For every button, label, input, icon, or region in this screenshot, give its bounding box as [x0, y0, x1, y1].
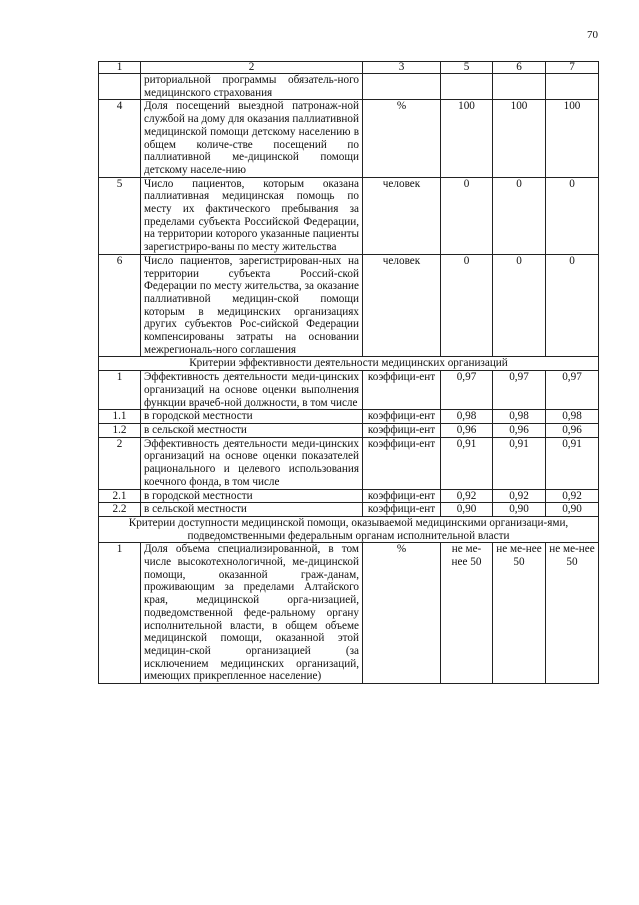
table-row	[99, 100, 599, 177]
page-number: 70	[587, 29, 598, 41]
row-number: 6	[99, 254, 141, 357]
indicator-description: в сельской местности	[141, 503, 363, 517]
indicator-description: в городской местности	[141, 489, 363, 503]
value-col-6: 0,91	[493, 437, 546, 489]
value-col-5: 0,97	[441, 371, 493, 410]
indicator-description: Эффективность деятельности меди-цинских организаций на основе оценки показателей рационального и целевого использования коечного фонда, в том числе	[141, 437, 363, 489]
indicator-description: Доля объема специализированной, в том числе высокотехнологичной, ме-дицинской помощи, оказанной граж-данам, проживающим за пределами Алтайского края, медицинской орга-низацией, подведомственной феде-ральному органу исполнительной власти, в общем объеме медицинской помощи, оказанной этой медицин-ской организацией (за исключением медицинских организаций, имеющих прикрепленное население)	[141, 543, 363, 684]
unit-of-measure: коэффици-ент	[363, 489, 441, 503]
row-number: 2.1	[99, 489, 141, 503]
indicator-description: Число пациентов, которым оказана паллиативная медицинская помощь по месту их фактического пребывания за пределами субъекта Российской Федерации, на территории которого указанные пациенты зарегистриро-ваны по месту жительства	[141, 177, 363, 254]
unit-of-measure: %	[363, 543, 441, 684]
value-col-7: 0	[546, 177, 599, 254]
table-row	[99, 543, 599, 684]
row-number: 1.1	[99, 410, 141, 424]
header-cell: 2	[141, 62, 363, 74]
table-row	[99, 254, 599, 357]
value-col-7: 0,91	[546, 437, 599, 489]
unit-of-measure: коэффици-ент	[363, 437, 441, 489]
row-number: 2.2	[99, 503, 141, 517]
row-number: 1.2	[99, 423, 141, 437]
indicators-table	[98, 61, 599, 684]
value-col-5: 0	[441, 254, 493, 357]
value-col-6: 0	[493, 177, 546, 254]
unit-of-measure: %	[363, 100, 441, 177]
unit-of-measure: человек	[363, 254, 441, 357]
row-number: 1	[99, 371, 141, 410]
value-col-6: не ме-нее 50	[493, 543, 546, 684]
section-title: Критерии эффективности деятельности медицинских организаций	[99, 357, 599, 371]
indicator-description: риториальной программы обязатель-ного медицинского страхования	[141, 74, 363, 100]
value-col-7: 0,90	[546, 503, 599, 517]
value-col-5: 0,90	[441, 503, 493, 517]
header-cell: 7	[546, 62, 599, 74]
value-col-5: 100	[441, 100, 493, 177]
table-row	[99, 410, 599, 424]
value-col-7	[546, 74, 599, 100]
header-cell: 3	[363, 62, 441, 74]
table-row	[99, 74, 599, 100]
value-col-6: 100	[493, 100, 546, 177]
value-col-7: 0,97	[546, 371, 599, 410]
value-col-5	[441, 74, 493, 100]
section-header-row	[99, 357, 599, 371]
row-number: 2	[99, 437, 141, 489]
header-row	[99, 62, 599, 74]
value-col-6: 0	[493, 254, 546, 357]
table-row	[99, 423, 599, 437]
indicator-description: Число пациентов, зарегистрирован-ных на территории субъекта Россий-ской Федерации по месту жительства, за оказание паллиативной медицин-ской помощи которым в медицинских организациях других субъектов Рос-сийской Федерации компенсированы затраты на основании межрегиональ-ного соглашения	[141, 254, 363, 357]
indicator-description: Эффективность деятельности меди-цинских организаций на основе оценки выполнения функции врачеб-ной должности, в том числе	[141, 371, 363, 410]
value-col-6: 0,92	[493, 489, 546, 503]
value-col-5: 0,96	[441, 423, 493, 437]
value-col-7: 0,92	[546, 489, 599, 503]
table-row	[99, 437, 599, 489]
header-cell: 5	[441, 62, 493, 74]
value-col-6	[493, 74, 546, 100]
value-col-5: 0,91	[441, 437, 493, 489]
unit-of-measure: коэффици-ент	[363, 423, 441, 437]
row-number	[99, 74, 141, 100]
table-row	[99, 177, 599, 254]
table-row	[99, 503, 599, 517]
indicator-description: в городской местности	[141, 410, 363, 424]
value-col-7: 0,96	[546, 423, 599, 437]
value-col-5: 0	[441, 177, 493, 254]
table-row	[99, 489, 599, 503]
unit-of-measure: коэффици-ент	[363, 503, 441, 517]
value-col-5: 0,92	[441, 489, 493, 503]
section-title: Критерии доступности медицинской помощи, оказываемой медицинскими организаци-ями, подведомственными федеральным органам исполнительной власти	[99, 516, 599, 542]
value-col-6: 0,90	[493, 503, 546, 517]
header-cell: 1	[99, 62, 141, 74]
value-col-5: не ме-нее 50	[441, 543, 493, 684]
value-col-7: 100	[546, 100, 599, 177]
table-row	[99, 371, 599, 410]
row-number: 5	[99, 177, 141, 254]
value-col-7: 0	[546, 254, 599, 357]
value-col-7: не ме-нее 50	[546, 543, 599, 684]
header-cell: 6	[493, 62, 546, 74]
unit-of-measure	[363, 74, 441, 100]
value-col-7: 0,98	[546, 410, 599, 424]
section-header-row	[99, 516, 599, 542]
value-col-6: 0,96	[493, 423, 546, 437]
value-col-6: 0,98	[493, 410, 546, 424]
unit-of-measure: коэффици-ент	[363, 371, 441, 410]
indicator-description: Доля посещений выездной патронаж-ной службой на дому для оказания паллиативной медицинской помощи детскому населению в общем количе-стве посещений по паллиативной ме-дицинской помощи детскому населе-нию	[141, 100, 363, 177]
value-col-6: 0,97	[493, 371, 546, 410]
row-number: 4	[99, 100, 141, 177]
unit-of-measure: коэффици-ент	[363, 410, 441, 424]
row-number: 1	[99, 543, 141, 684]
indicator-description: в сельской местности	[141, 423, 363, 437]
unit-of-measure: человек	[363, 177, 441, 254]
value-col-5: 0,98	[441, 410, 493, 424]
